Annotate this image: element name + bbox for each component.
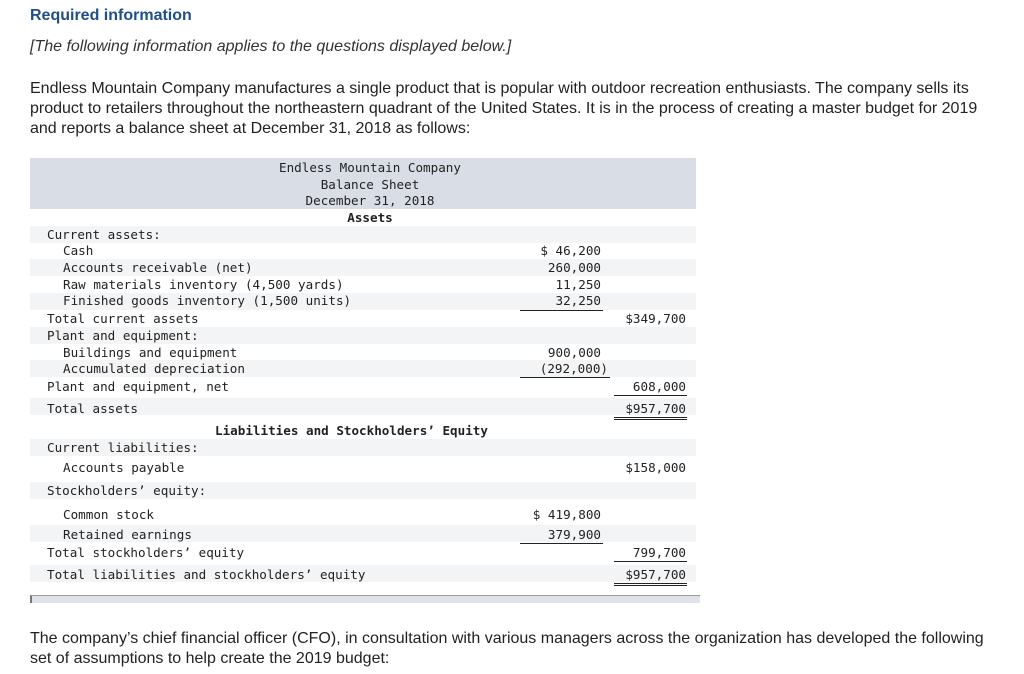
- instruction-note: [The following information applies to the questions displayed below.]: [30, 38, 512, 55]
- subtotal-underline: [520, 310, 603, 311]
- common-stock-label: Common stock: [63, 507, 154, 522]
- required-information-heading: Required information: [30, 7, 192, 24]
- retained-earnings-label: Retained earnings: [63, 527, 192, 542]
- total-current-assets-label: Total current assets: [47, 311, 199, 326]
- finished-goods-value: 32,250: [555, 293, 601, 308]
- sheet-title: Balance Sheet: [320, 177, 420, 192]
- double-underline: [614, 417, 687, 418]
- subtotal-underline: [520, 543, 603, 544]
- liabilities-equity-heading: Liabilities and Stockholders’ Equity: [215, 423, 488, 438]
- sheet-date: December 31, 2018: [305, 193, 435, 208]
- intro-paragraph: Endless Mountain Company manufactures a single product that is popular with outdoor recreation enthusiasts. The company sells its product to retailers throughout the northeastern quadrant of the United States. It is in the process of creating a master budget for 2019 and reports a balance sheet at December 31, 2018 as follows:: [30, 80, 978, 137]
- total-liabilities-equity-label: Total liabilities and stockholders’ equity: [47, 567, 366, 582]
- plant-equipment-label: Plant and equipment:: [47, 328, 199, 343]
- total-assets-value: $957,700: [625, 401, 686, 416]
- retained-earnings-value: 379,900: [547, 527, 601, 542]
- double-underline: [614, 583, 687, 584]
- accumulated-depreciation-label: Accumulated depreciation: [63, 361, 245, 376]
- current-assets-label: Current assets:: [47, 227, 161, 242]
- double-underline: [614, 419, 687, 420]
- accounts-payable-label: Accounts payable: [63, 460, 185, 475]
- cash-value: $ 46,200: [540, 243, 601, 258]
- total-underline: [614, 561, 687, 562]
- total-stockholders-equity-value: 799,700: [632, 545, 686, 560]
- raw-materials-value: 11,250: [555, 277, 601, 292]
- buildings-equipment-value: 900,000: [547, 345, 601, 360]
- plant-equipment-net-label: Plant and equipment, net: [47, 379, 229, 394]
- outro-paragraph: The company’s chief financial officer (CFO), in consultation with various managers across the organization has developed the following set of assumptions to help create the 2019 budget:: [30, 630, 984, 667]
- stockholders-equity-label: Stockholders’ equity:: [47, 483, 207, 498]
- finished-goods-label: Finished goods inventory (1,500 units): [63, 293, 352, 308]
- total-underline: [614, 395, 687, 396]
- total-current-assets-value: $349,700: [625, 311, 686, 326]
- table-scrollbar[interactable]: [30, 595, 700, 603]
- plant-equipment-net-value: 608,000: [632, 379, 686, 394]
- subtotal-underline: [520, 377, 610, 378]
- ar-label: Accounts receivable (net): [63, 260, 253, 275]
- double-underline: [614, 585, 687, 586]
- buildings-equipment-label: Buildings and equipment: [63, 345, 238, 360]
- accounts-payable-value: $158,000: [625, 460, 686, 475]
- ar-value: 260,000: [547, 260, 601, 275]
- total-stockholders-equity-label: Total stockholders’ equity: [47, 545, 245, 560]
- assets-heading: Assets: [347, 210, 393, 225]
- total-liabilities-equity-value: $957,700: [625, 567, 686, 582]
- raw-materials-label: Raw materials inventory (4,500 yards): [63, 277, 344, 292]
- common-stock-value: $ 419,800: [532, 507, 601, 522]
- current-liabilities-label: Current liabilities:: [47, 440, 199, 455]
- cash-label: Cash: [63, 243, 94, 258]
- accumulated-depreciation-value: (292,000): [539, 361, 608, 376]
- total-assets-label: Total assets: [47, 401, 138, 416]
- company-name: Endless Mountain Company: [279, 160, 461, 175]
